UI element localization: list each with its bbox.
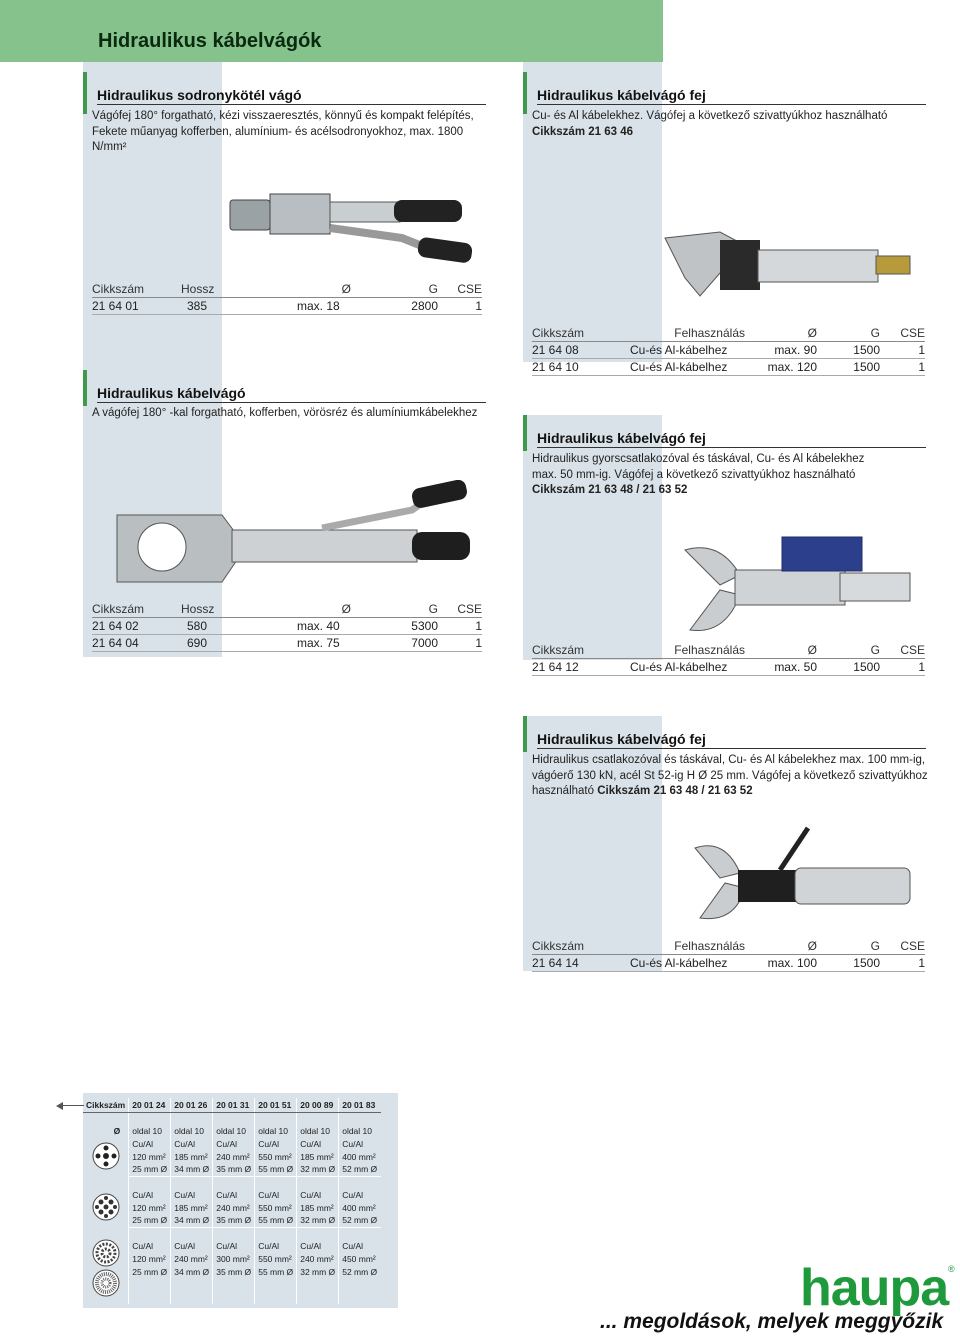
cutting-head-image-3 <box>690 818 920 928</box>
table-row <box>532 342 925 359</box>
cell: 21 64 01 <box>92 298 181 315</box>
cell: 1 <box>880 659 925 676</box>
cable-cutter-image <box>112 480 472 590</box>
th-hossz: Hossz <box>181 601 251 618</box>
grid-cell: 55 mm Ø <box>255 1265 297 1278</box>
page-title: Hidraulikus kábelvágók <box>98 30 322 52</box>
section-title-fej-3: Hidraulikus kábelvágó fej <box>537 731 926 749</box>
section-title-kabelvago: Hidraulikus kábelvágó <box>97 385 486 403</box>
th-cse: CSE <box>880 642 925 659</box>
cell: max. 18 <box>251 298 351 315</box>
grid-cell: oldal 10 <box>213 1124 255 1137</box>
grid-cell: 400 mm² <box>339 1150 381 1163</box>
cell: 7000 <box>351 635 438 652</box>
section-title-fej-1: Hidraulikus kábelvágó fej <box>537 87 926 105</box>
cell: max. 100 <box>745 955 817 972</box>
grid-cell: Cu/Al <box>255 1137 297 1150</box>
cutting-head-image-1 <box>660 218 920 308</box>
cell: 21 64 10 <box>532 359 630 376</box>
section-title-sodronykotel: Hidraulikus sodronykötél vágó <box>97 87 486 105</box>
th-diameter: Ø <box>745 938 817 955</box>
grid-cell: 185 mm² <box>297 1150 339 1163</box>
grid-cell: Cu/Al <box>213 1239 255 1252</box>
th-cse: CSE <box>438 601 482 618</box>
grid-cell: 35 mm Ø <box>213 1214 255 1227</box>
section-accent <box>523 415 527 451</box>
table-row <box>532 955 925 972</box>
grid-cell: Cu/Al <box>297 1188 339 1201</box>
cell: Cu-és Al-kábelhez <box>630 342 745 359</box>
spec-table-s3 <box>92 601 482 652</box>
grid-cell: Cu/Al <box>339 1137 381 1150</box>
th-felhasznalas: Felhasználás <box>630 325 745 342</box>
right-bg-panel-1 <box>523 62 662 362</box>
cell: 21 64 12 <box>532 659 630 676</box>
grid-cell: 34 mm Ø <box>171 1265 213 1278</box>
cutting-head-image-2 <box>680 535 920 640</box>
cell: max. 90 <box>745 342 817 359</box>
desc-line: Fekete műanyag kofferben, alumínium- és acélsodronyokhoz, max. 1800 N/mm² <box>92 125 464 153</box>
grid-cell: 34 mm Ø <box>171 1214 213 1227</box>
grid-cell: 550 mm² <box>255 1201 297 1214</box>
die-icon-cell <box>83 1239 129 1304</box>
grid-cell: 185 mm² <box>297 1201 339 1214</box>
section-desc-fej-2 <box>532 452 932 499</box>
section-desc-kabelvago <box>92 406 492 422</box>
th-cikkszam: Cikkszám <box>532 642 630 659</box>
cell: 2800 <box>351 298 438 315</box>
slogan: ... megoldások, melyek meggyőzik <box>600 1310 944 1333</box>
section-desc-sodronykotel <box>92 109 492 156</box>
die-grid-table <box>83 1098 381 1304</box>
cell: Cu-és Al-kábelhez <box>630 659 745 676</box>
grid-code: 20 01 31 <box>213 1098 255 1112</box>
cell: 21 64 04 <box>92 635 181 652</box>
grid-cell: 120 mm² <box>129 1150 171 1163</box>
cell: 21 64 02 <box>92 618 181 635</box>
grid-cell: Cu/Al <box>297 1137 339 1150</box>
die-icon-cell <box>83 1137 129 1176</box>
grid-cell: 55 mm Ø <box>255 1163 297 1176</box>
th-diameter: Ø <box>745 642 817 659</box>
grid-cell: Cu/Al <box>171 1137 213 1150</box>
desc-line-bold: Cikkszám 21 63 46 <box>532 125 634 138</box>
section-accent <box>83 72 87 114</box>
grid-cell: 34 mm Ø <box>171 1163 213 1176</box>
cell: 580 <box>181 618 251 635</box>
grid-cell: 35 mm Ø <box>213 1163 255 1176</box>
th-diameter: Ø <box>251 601 351 618</box>
grid-cell: oldal 10 <box>339 1124 381 1137</box>
desc-line: max. 50 mm-ig. Vágófej a következő szivattyúkhoz használható <box>532 468 856 481</box>
section-desc-fej-1 <box>532 109 932 140</box>
cell: 21 64 14 <box>532 955 630 972</box>
grid-cell: 550 mm² <box>255 1150 297 1163</box>
th-diameter: Ø <box>251 281 351 298</box>
registered-mark: ® <box>948 1264 955 1274</box>
cell: Cu-és Al-kábelhez <box>630 955 745 972</box>
th-diameter: Ø <box>745 325 817 342</box>
grid-cell: 240 mm² <box>297 1252 339 1265</box>
grid-cell: 25 mm Ø <box>129 1214 171 1227</box>
grid-cell: Cu/Al <box>171 1188 213 1201</box>
th-cikkszam: Cikkszám <box>532 325 630 342</box>
grid-cell: 35 mm Ø <box>213 1265 255 1278</box>
grid-cell: 240 mm² <box>213 1201 255 1214</box>
grid-cell: Cu/Al <box>129 1137 171 1150</box>
grid-cell: oldal 10 <box>129 1124 171 1137</box>
spec-table-s4 <box>532 642 925 676</box>
die-pattern-icon <box>92 1193 120 1221</box>
grid-diameter-label: Ø <box>113 1125 121 1136</box>
arrow-line <box>60 1105 84 1106</box>
grid-cell: 185 mm² <box>171 1201 213 1214</box>
spec-table-s5 <box>532 938 925 972</box>
grid-cell: oldal 10 <box>297 1124 339 1137</box>
desc-text: használható <box>532 785 598 797</box>
th-cse: CSE <box>880 325 925 342</box>
grid-cell: Cu/Al <box>213 1188 255 1201</box>
desc-line: vágóerő 130 kN, acél St 52-ig H Ø 25 mm. Vágófej a következő szivattyúkhoz <box>532 769 928 782</box>
cell: 21 64 08 <box>532 342 630 359</box>
grid-code: 20 01 51 <box>255 1098 297 1112</box>
grid-cell: 25 mm Ø <box>129 1163 171 1176</box>
grid-cell: 52 mm Ø <box>339 1214 381 1227</box>
cell: 1 <box>880 342 925 359</box>
section-accent <box>83 370 87 406</box>
grid-code: 20 01 83 <box>339 1098 381 1112</box>
th-g: G <box>351 601 438 618</box>
grid-cell: Cu/Al <box>255 1188 297 1201</box>
cell: 1 <box>438 618 482 635</box>
table-row <box>92 298 482 315</box>
grid-cell: 32 mm Ø <box>297 1214 339 1227</box>
spec-table-s2 <box>532 325 925 376</box>
section-accent <box>523 716 527 752</box>
grid-label: Cikkszám <box>83 1098 129 1112</box>
grid-cell: 300 mm² <box>213 1252 255 1265</box>
cell: max. 50 <box>745 659 817 676</box>
th-felhasznalas: Felhasználás <box>630 938 745 955</box>
section-accent <box>523 72 527 114</box>
grid-cell: Cu/Al <box>129 1239 171 1252</box>
cell: 1 <box>880 359 925 376</box>
die-icon-cell <box>83 1188 129 1227</box>
grid-cell: 550 mm² <box>255 1252 297 1265</box>
grid-cell: Cu/Al <box>339 1188 381 1201</box>
th-cikkszam: Cikkszám <box>532 938 630 955</box>
grid-cell: Cu/Al <box>297 1239 339 1252</box>
desc-text-bold: Cikkszám 21 63 48 / 21 63 52 <box>597 785 753 797</box>
die-pattern-icon <box>92 1142 120 1170</box>
cell: 1500 <box>817 659 880 676</box>
cell: 690 <box>181 635 251 652</box>
grid-cell: 32 mm Ø <box>297 1265 339 1278</box>
table-row <box>92 635 482 652</box>
grid-code: 20 00 89 <box>297 1098 339 1112</box>
header-bar <box>0 0 663 62</box>
th-g: G <box>817 642 880 659</box>
table-row <box>532 359 925 376</box>
desc-line: Vágófej 180° forgatható, kézi visszaeresztés, könnyű és kompakt felépítés, <box>92 110 474 122</box>
grid-cell: 185 mm² <box>171 1150 213 1163</box>
cell: 1500 <box>817 955 880 972</box>
grid-cell: 450 mm² <box>339 1252 381 1265</box>
th-g: G <box>817 938 880 955</box>
desc-line: Hidraulikus csatlakozóval és táskával, Cu- és Al kábelekhez max. 100 mm-ig, <box>532 754 926 766</box>
cell: 1 <box>438 298 482 315</box>
desc-line: Cu- és Al kábelekhez. Vágófej a következő szivattyúkhoz használható <box>532 110 888 122</box>
th-cse: CSE <box>880 938 925 955</box>
cell: 5300 <box>351 618 438 635</box>
grid-cell: 240 mm² <box>171 1252 213 1265</box>
th-g: G <box>817 325 880 342</box>
cell: max. 75 <box>251 635 351 652</box>
grid-cell: 25 mm Ø <box>129 1265 171 1278</box>
grid-cell: 32 mm Ø <box>297 1163 339 1176</box>
grid-cell: Cu/Al <box>171 1239 213 1252</box>
table-row <box>532 659 925 676</box>
wire-rope-cutter-image <box>222 186 472 276</box>
cell: 1 <box>880 955 925 972</box>
section-title-fej-2: Hidraulikus kábelvágó fej <box>537 430 926 448</box>
grid-cell: 52 mm Ø <box>339 1163 381 1176</box>
th-g: G <box>351 281 438 298</box>
grid-cell: 400 mm² <box>339 1201 381 1214</box>
cell: 385 <box>181 298 251 315</box>
grid-cell: 52 mm Ø <box>339 1265 381 1278</box>
grid-cell: 120 mm² <box>129 1252 171 1265</box>
cell: 1 <box>438 635 482 652</box>
cell: max. 40 <box>251 618 351 635</box>
th-cse: CSE <box>438 281 482 298</box>
grid-cell: Cu/Al <box>129 1188 171 1201</box>
cell: 1500 <box>817 359 880 376</box>
cell: Cu-és Al-kábelhez <box>630 359 745 376</box>
cell: max. 120 <box>745 359 817 376</box>
haupa-logo: haupa <box>800 1259 949 1317</box>
die-pattern-icon-stranded <box>92 1239 120 1297</box>
th-felhasznalas: Felhasználás <box>630 642 745 659</box>
grid-cell: Cu/Al <box>339 1239 381 1252</box>
grid-code: 20 01 24 <box>129 1098 171 1112</box>
desc-line <box>532 784 932 800</box>
arrow-left-icon <box>56 1102 63 1110</box>
grid-cell: 55 mm Ø <box>255 1214 297 1227</box>
grid-code: 20 01 26 <box>171 1098 213 1112</box>
spec-table-s1 <box>92 281 482 315</box>
grid-cell: 240 mm² <box>213 1150 255 1163</box>
th-cikkszam: Cikkszám <box>92 601 181 618</box>
table-row <box>92 618 482 635</box>
grid-cell: oldal 10 <box>171 1124 213 1137</box>
grid-cell: 120 mm² <box>129 1201 171 1214</box>
grid-cell: Cu/Al <box>213 1137 255 1150</box>
th-cikkszam: Cikkszám <box>92 281 181 298</box>
desc-line: Hidraulikus gyorscsatlakozóval és táskával, Cu- és Al kábelekhez <box>532 453 865 465</box>
grid-cell: Cu/Al <box>255 1239 297 1252</box>
th-hossz: Hossz <box>181 281 251 298</box>
grid-cell: oldal 10 <box>255 1124 297 1137</box>
section-desc-fej-3 <box>532 753 932 800</box>
desc-line: A vágófej 180° -kal forgatható, kofferben, vörösréz és alumíniumkábelekhez <box>92 407 478 419</box>
cell: 1500 <box>817 342 880 359</box>
desc-line-bold: Cikkszám 21 63 48 / 21 63 52 <box>532 484 688 496</box>
